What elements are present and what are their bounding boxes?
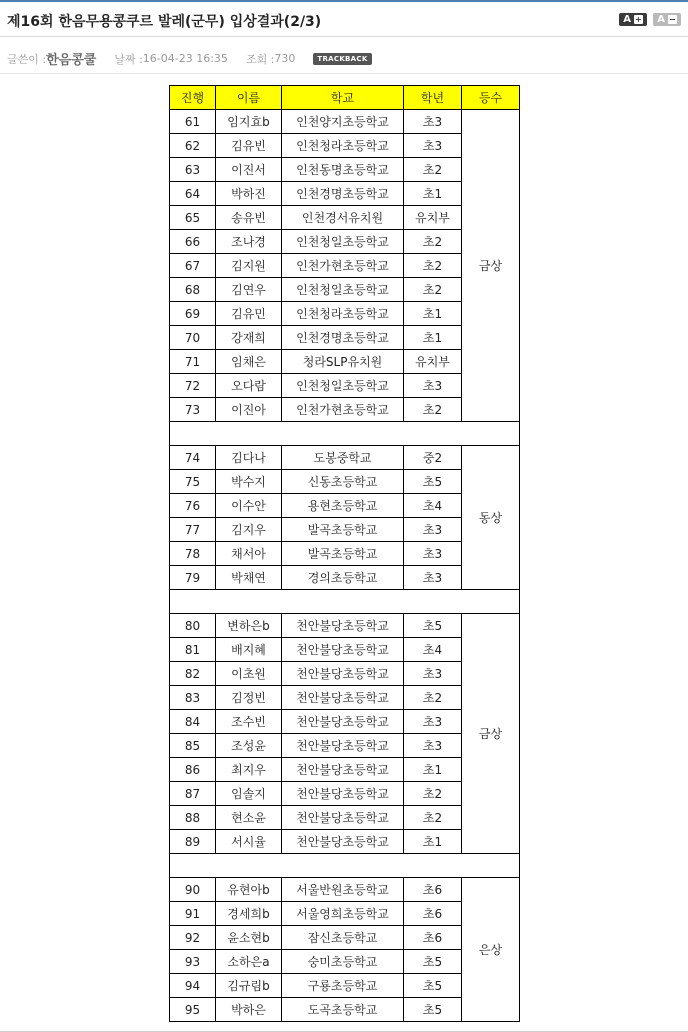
school-name: 천안불당초등학교 xyxy=(282,614,404,638)
author-label: 글쓴이 : xyxy=(7,52,47,66)
contestant-name: 유현아b xyxy=(216,878,282,902)
grade: 초1 xyxy=(404,830,462,854)
entry-number: 88 xyxy=(170,806,216,830)
grade: 초2 xyxy=(404,398,462,422)
entry-number: 73 xyxy=(170,398,216,422)
grade: 초2 xyxy=(404,278,462,302)
date-label: 날짜 : xyxy=(114,52,143,66)
entry-number: 91 xyxy=(170,902,216,926)
award-cell: 금상 xyxy=(462,110,520,422)
entry-number: 87 xyxy=(170,782,216,806)
title-bar xyxy=(0,2,688,37)
contestant-name: 조나경 xyxy=(216,230,282,254)
contestant-name: 이초원 xyxy=(216,662,282,686)
school-name: 인천가현초등학교 xyxy=(282,398,404,422)
grade: 초3 xyxy=(404,542,462,566)
font-size-controls xyxy=(619,13,681,26)
contestant-name: 송유빈 xyxy=(216,206,282,230)
column-header: 이름 xyxy=(216,86,282,110)
entry-number: 81 xyxy=(170,638,216,662)
school-name: 인천청일초등학교 xyxy=(282,230,404,254)
minus-icon: − xyxy=(669,15,676,24)
entry-number: 79 xyxy=(170,566,216,590)
entry-number: 82 xyxy=(170,662,216,686)
grade: 초5 xyxy=(404,950,462,974)
contestant-name: 김지우 xyxy=(216,518,282,542)
grade: 초5 xyxy=(404,974,462,998)
post-date: 16-04-23 16:35 xyxy=(142,52,228,65)
column-header: 등수 xyxy=(462,86,520,110)
award-cell: 금상 xyxy=(462,614,520,854)
entry-number: 77 xyxy=(170,518,216,542)
entry-number: 68 xyxy=(170,278,216,302)
font-larger-label: A xyxy=(623,14,632,25)
school-name: 천안불당초등학교 xyxy=(282,686,404,710)
contestant-name: 강재희 xyxy=(216,326,282,350)
entry-number: 94 xyxy=(170,974,216,998)
entry-number: 92 xyxy=(170,926,216,950)
entry-number: 74 xyxy=(170,446,216,470)
entry-number: 72 xyxy=(170,374,216,398)
grade: 초1 xyxy=(404,758,462,782)
table-row xyxy=(170,446,520,470)
contestant-name: 박수지 xyxy=(216,470,282,494)
school-name: 인천동명초등학교 xyxy=(282,158,404,182)
grade: 초2 xyxy=(404,686,462,710)
grade: 유치부 xyxy=(404,350,462,374)
school-name: 천안불당초등학교 xyxy=(282,758,404,782)
group-spacer xyxy=(170,590,520,614)
grade: 초1 xyxy=(404,182,462,206)
plus-icon: + xyxy=(635,15,642,24)
contestant-name: 이진아 xyxy=(216,398,282,422)
entry-number: 80 xyxy=(170,614,216,638)
school-name: 인천경서유치원 xyxy=(282,206,404,230)
entry-number: 84 xyxy=(170,710,216,734)
school-name: 천안불당초등학교 xyxy=(282,782,404,806)
school-name: 천안불당초등학교 xyxy=(282,638,404,662)
grade: 초1 xyxy=(404,326,462,350)
font-smaller-button[interactable] xyxy=(653,13,681,26)
entry-number: 83 xyxy=(170,686,216,710)
contestant-name: 오다람 xyxy=(216,374,282,398)
group-spacer xyxy=(170,422,520,446)
grade: 초3 xyxy=(404,566,462,590)
contestant-name: 김연우 xyxy=(216,278,282,302)
grade: 초3 xyxy=(404,110,462,134)
school-name: 서울영희초등학교 xyxy=(282,902,404,926)
contestant-name: 박채연 xyxy=(216,566,282,590)
table-header-row xyxy=(170,86,520,110)
contestant-name: 현소윤 xyxy=(216,806,282,830)
school-name: 청라SLP유치원 xyxy=(282,350,404,374)
table-row xyxy=(170,110,520,134)
school-name: 인천경명초등학교 xyxy=(282,182,404,206)
school-name: 숭미초등학교 xyxy=(282,950,404,974)
entry-number: 65 xyxy=(170,206,216,230)
author-name[interactable]: 한음콩쿨 xyxy=(46,53,97,68)
grade: 초3 xyxy=(404,734,462,758)
contestant-name: 조수빈 xyxy=(216,710,282,734)
group-spacer xyxy=(170,854,520,878)
grade: 초3 xyxy=(404,518,462,542)
school-name: 인천청라초등학교 xyxy=(282,134,404,158)
school-name: 인천양지초등학교 xyxy=(282,110,404,134)
contestant-name: 박하진 xyxy=(216,182,282,206)
entry-number: 78 xyxy=(170,542,216,566)
grade: 초5 xyxy=(404,470,462,494)
grade: 초3 xyxy=(404,374,462,398)
contestant-name: 소하은a xyxy=(216,950,282,974)
school-name: 천안불당초등학교 xyxy=(282,662,404,686)
contestant-name: 이진서 xyxy=(216,158,282,182)
contestant-name: 서시율 xyxy=(216,830,282,854)
post-title: 제16회 한음무용콩쿠르 발레(군무) 입상결과(2/3) xyxy=(7,14,322,30)
entry-number: 62 xyxy=(170,134,216,158)
school-name: 발곡초등학교 xyxy=(282,542,404,566)
views-label: 조회 : xyxy=(245,52,275,66)
entry-number: 86 xyxy=(170,758,216,782)
school-name: 경의초등학교 xyxy=(282,566,404,590)
results-table xyxy=(169,85,520,1022)
contestant-name: 김정빈 xyxy=(216,686,282,710)
font-smaller-label: A xyxy=(657,14,666,25)
school-name: 인천가현초등학교 xyxy=(282,254,404,278)
grade: 초3 xyxy=(404,710,462,734)
grade: 초3 xyxy=(404,134,462,158)
grade: 초4 xyxy=(404,638,462,662)
school-name: 인천청라초등학교 xyxy=(282,302,404,326)
grade: 초6 xyxy=(404,902,462,926)
entry-number: 75 xyxy=(170,470,216,494)
grade: 초2 xyxy=(404,158,462,182)
school-name: 인천청일초등학교 xyxy=(282,278,404,302)
column-header: 학교 xyxy=(282,86,404,110)
entry-number: 95 xyxy=(170,998,216,1022)
grade: 초6 xyxy=(404,926,462,950)
entry-number: 93 xyxy=(170,950,216,974)
contestant-name: 김유빈 xyxy=(216,134,282,158)
grade: 초2 xyxy=(404,782,462,806)
column-header: 학년 xyxy=(404,86,462,110)
award-cell: 동상 xyxy=(462,446,520,590)
contestant-name: 김유민 xyxy=(216,302,282,326)
contestant-name: 배지혜 xyxy=(216,638,282,662)
group-spacer-row xyxy=(170,422,520,446)
entry-number: 90 xyxy=(170,878,216,902)
entry-number: 61 xyxy=(170,110,216,134)
contestant-name: 채서아 xyxy=(216,542,282,566)
entry-number: 70 xyxy=(170,326,216,350)
contestant-name: 최지우 xyxy=(216,758,282,782)
contestant-name: 김지원 xyxy=(216,254,282,278)
school-name: 천안불당초등학교 xyxy=(282,734,404,758)
contestant-name: 김규림b xyxy=(216,974,282,998)
award-cell: 은상 xyxy=(462,878,520,1022)
school-name: 발곡초등학교 xyxy=(282,518,404,542)
entry-number: 66 xyxy=(170,230,216,254)
school-name: 용현초등학교 xyxy=(282,494,404,518)
entry-number: 64 xyxy=(170,182,216,206)
entry-number: 69 xyxy=(170,302,216,326)
grade: 초4 xyxy=(404,494,462,518)
entry-number: 63 xyxy=(170,158,216,182)
grade: 유치부 xyxy=(404,206,462,230)
trackback-button[interactable]: TRACKBACK xyxy=(313,53,371,65)
school-name: 도곡초등학교 xyxy=(282,998,404,1022)
school-name: 천안불당초등학교 xyxy=(282,710,404,734)
contestant-name: 조성윤 xyxy=(216,734,282,758)
grade: 초6 xyxy=(404,878,462,902)
grade: 초5 xyxy=(404,998,462,1022)
entry-number: 89 xyxy=(170,830,216,854)
grade: 초1 xyxy=(404,302,462,326)
view-count: 730 xyxy=(274,52,296,65)
school-name: 서울반원초등학교 xyxy=(282,878,404,902)
school-name: 신동초등학교 xyxy=(282,470,404,494)
contestant-name: 김다나 xyxy=(216,446,282,470)
grade: 초2 xyxy=(404,230,462,254)
grade: 초3 xyxy=(404,662,462,686)
contestant-name: 임솔지 xyxy=(216,782,282,806)
post-meta xyxy=(0,37,688,74)
school-name: 잠신초등학교 xyxy=(282,926,404,950)
school-name: 인천경명초등학교 xyxy=(282,326,404,350)
contestant-name: 윤소현b xyxy=(216,926,282,950)
grade: 초5 xyxy=(404,614,462,638)
contestant-name: 임지효b xyxy=(216,110,282,134)
grade: 중2 xyxy=(404,446,462,470)
entry-number: 76 xyxy=(170,494,216,518)
grade: 초2 xyxy=(404,254,462,278)
contestant-name: 임채은 xyxy=(216,350,282,374)
grade: 초2 xyxy=(404,806,462,830)
entry-number: 71 xyxy=(170,350,216,374)
school-name: 도봉중학교 xyxy=(282,446,404,470)
school-name: 구룡초등학교 xyxy=(282,974,404,998)
font-larger-button[interactable] xyxy=(619,13,647,26)
table-row xyxy=(170,614,520,638)
group-spacer-row xyxy=(170,590,520,614)
contestant-name: 변하은b xyxy=(216,614,282,638)
entry-number: 67 xyxy=(170,254,216,278)
school-name: 천안불당초등학교 xyxy=(282,830,404,854)
table-row xyxy=(170,878,520,902)
column-header: 진행 xyxy=(170,86,216,110)
school-name: 천안불당초등학교 xyxy=(282,806,404,830)
entry-number: 85 xyxy=(170,734,216,758)
contestant-name: 박하은 xyxy=(216,998,282,1022)
group-spacer-row xyxy=(170,854,520,878)
contestant-name: 이수안 xyxy=(216,494,282,518)
school-name: 인천청일초등학교 xyxy=(282,374,404,398)
contestant-name: 경세희b xyxy=(216,902,282,926)
